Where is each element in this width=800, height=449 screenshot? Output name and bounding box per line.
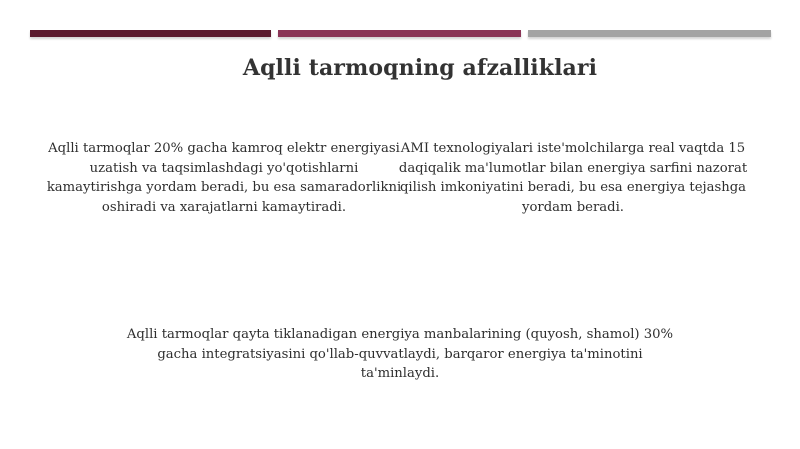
accent-bar-dark: [30, 30, 271, 37]
accent-bar-plum: [278, 30, 521, 37]
accent-bar-gray: [528, 30, 771, 37]
slide-title: Aqlli tarmoqning afzalliklari: [242, 55, 598, 81]
benefit-text-losses: Aqlli tarmoqlar 20% gacha kamroq elektr energiyasi uzatish va taqsimlashdagi yo'qotishlarni kamaytirishga yordam beradi, bu esa samaradorlikni oshiradi va xarajatlarni kamaytiradi.: [46, 141, 402, 215]
benefit-text-ami: AMI texnologiyalari iste'molchilarga real vaqtda 15 daqiqalik ma'lumotlar bilan energiya sarfini nazorat qilish imkoniyatini beradi, bu esa energiya tejashga yordam beradi.: [398, 141, 748, 215]
benefit-text-renewables: Aqlli tarmoqlar qayta tiklanadigan energiya manbalarining (quyosh, shamol) 30% gacha integratsiyasini qo'llab-quvvatlaydi, barqaror energiya ta'minotini ta'minlaydi.: [126, 327, 674, 381]
